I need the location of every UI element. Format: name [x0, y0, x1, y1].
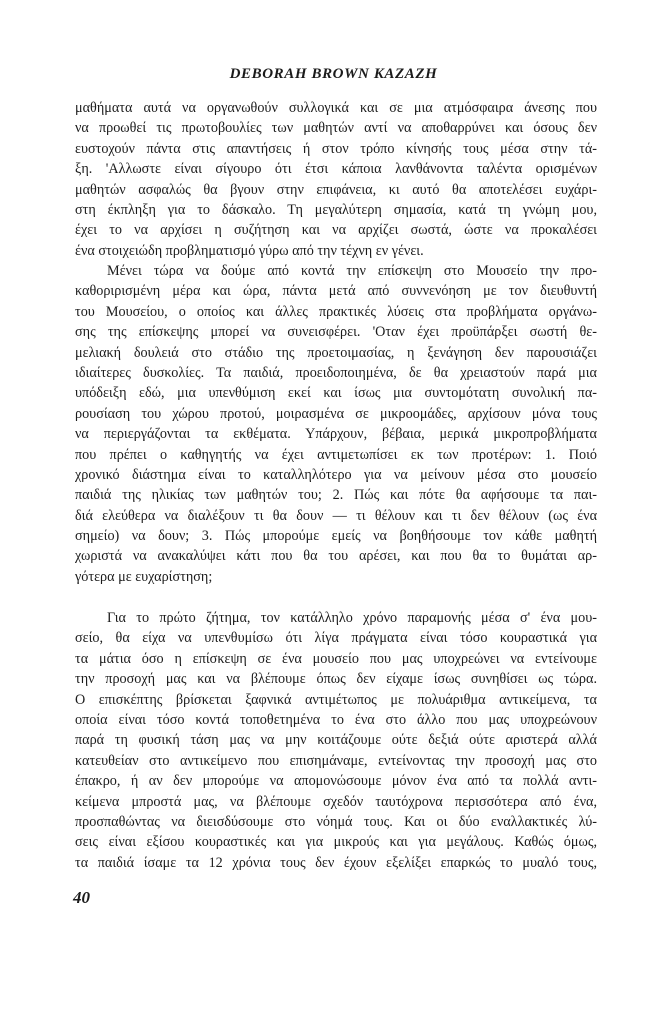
text-line: οποία είναι τόσο κοντά τοποθετημένα το ένα στο άλλο που μας υποχρεώνουν	[75, 711, 597, 728]
text-line: που πρέπει ο καθηγητής να έχει αντιμετωπίσει εκ των προτέρων: 1. Ποιό	[75, 446, 597, 463]
text-line: ευστοχούν πάντα στις απαντήσεις ή στον τρόπο κίνησής τους μέσα στην τά-	[75, 140, 597, 157]
text-line: Για το πρώτο ζήτημα, τον κατάλληλο χρόνο παραμονής μέσα σ' ένα μου-	[107, 610, 597, 626]
text-line: ξη. 'Αλλωστε είναι σίγουρο ότι έτσι κάποια λανθάνοντα ταλέντα ορισμένων	[75, 161, 597, 178]
text-line: παιδιά της ηλικίας των μαθητών του; 2. Πώς και πότε θα αφήσουμε τα παι-	[75, 487, 597, 504]
text-line: έπακρο, ή αν δεν μπορούμε να απομονώσουμε μόνον ένα από τα πολλά αντι-	[75, 773, 597, 790]
text-line: κατευθείαν στο αντικείμενο που επισημάναμε, εντείνοντας την προσοχή μας στο	[75, 752, 597, 769]
text-line: σημείο) να δουν; 3. Πώς μπορούμε εμείς να βοηθήσουμε τον κάθε μαθητή	[75, 528, 597, 545]
text-line: μαθήματα αυτά να οργανωθούν συλλογικά και σε μια ατμόσφαιρα άνεσης που	[75, 100, 597, 116]
paragraph-1	[75, 98, 597, 261]
text-line: τα παιδιά ίσαμε τα 12 χρόνια τους δεν έχουν εξελίξει επαρκώς το μυαλό τους,	[75, 854, 597, 871]
text-line: σης της επίσκεψης μπορεί να συνεισφέρει. 'Οταν έχει προϋπάρξει σωστή θε-	[75, 324, 597, 341]
text-line: την προσοχή μας και να βλέπουμε όπως δεν είχαμε ίσως συνηθίσει ως τώρα.	[75, 671, 597, 688]
text-line: χρονικό διάστημα είναι το καταλληλότερο για να μείνουν μέσα στο μουσείο	[75, 466, 597, 483]
text-line: χωριστά να ανακαλύψει κάτι που θα του αρέσει, και που θα το θυμάται αρ-	[75, 548, 597, 565]
running-header-title: DEBORAH BROWN KAZAZH	[229, 66, 438, 82]
text-line: να προωθεί τις πρωτοβουλίες των μαθητών αντί να αποθαρρύνει και όσους δεν	[75, 120, 597, 137]
text-line: μαθητών ασφαλώς θα βγουν στην επιφάνεια, κι αυτό θα αποτελέσει ευχάρι-	[75, 181, 597, 198]
text-line: του Μουσείου, ο οποίος και άλλες πρακτικές λύσεις στα προβλήματα οργάνω-	[75, 303, 597, 320]
text-line: ρουσίαση του χώρου προτού, μοιρασμένα σε μικροομάδες, αρχίσουν μόνα τους	[75, 405, 597, 422]
text-line: ένα στοιχειώδη προβληματισμό γύρω από την τέχνη εν γένει.	[75, 242, 424, 259]
text-line: κείμενα μπροστά μας, να βλέπουμε σχεδόν ταυτόχρονα περισσότερα από ένα,	[75, 793, 597, 810]
text-line: έχει το να αρχίσει η συζήτηση και να αρχίζει σωστά, ώστε να προκαλέσει	[75, 222, 597, 239]
text-line: παρά τη φυσική τάση μας να μην κοιτάζουμε ούτε δεξιά ούτε αριστερά αλλά	[75, 732, 597, 749]
text-line: τα μάτια όσο η επίσκεψη σε ένα μουσείο που μας υποχρεώνει να εντείνουμε	[75, 650, 597, 667]
text-line: στη έκπληξη για το δάσκαλο. Τη μεγαλύτερη σημασία, κατά τη γνώμη μου,	[75, 201, 597, 218]
text-line: Μένει τώρα να δούμε από κοντά την επίσκεψη στο Μουσείο την προ-	[107, 263, 597, 279]
paragraph-3	[75, 608, 597, 873]
text-line: καθοριρισμένη μέρα και ώρα, πάντα μετά από συννενόηση με τον διευθυντή	[75, 283, 597, 300]
text-line: να περιεργάζονται τα εκθέματα. Υπάρχουν, βέβαια, μερικά μικροπροβλήματα	[75, 426, 597, 443]
text-line: σεις είναι εξίσου κουραστικές και για μικρούς και για μεγάλους. Καθώς όμως,	[75, 834, 597, 851]
paragraph-2	[75, 261, 597, 587]
text-line: σείο, θα είχα να υπενθυμίσω ότι λίγα πράγματα είναι τόσο κουραστικά για	[75, 630, 597, 647]
text-line: μελιακή δουλειά στο στάδιο της προετοιμασίας, η ξενάγηση δεν παρουσιάζει	[75, 344, 597, 361]
text-line: γότερα με ευχαρίστηση;	[75, 568, 213, 585]
page-number: 40	[73, 888, 90, 907]
text-line: διά ελεύθερα να διαλέξουν τι θα δουν — τι θέλουν και τι δεν θέλουν (ως ένα	[75, 507, 597, 524]
text-line: ιδιαίτερες δυσκολίες. Τα παιδιά, προειδοποιημένα, δε θα χρειαστούν παρά μια	[75, 364, 597, 381]
text-line: Ο επισκέπτης βρίσκεται ξαφνικά αντιμέτωπος με πολυάριθμα αντικείμενα, τα	[75, 691, 597, 708]
text-line: υπόδειξη εδώ, μια υπενθύμιση εκεί και ίσως μια συντομότατη συνολική πα-	[75, 385, 597, 402]
text-line: προσπαθώντας να διεισδύσουμε στο νόημά τους. Και οι δύο εναλλακτικές λύ-	[75, 813, 597, 830]
